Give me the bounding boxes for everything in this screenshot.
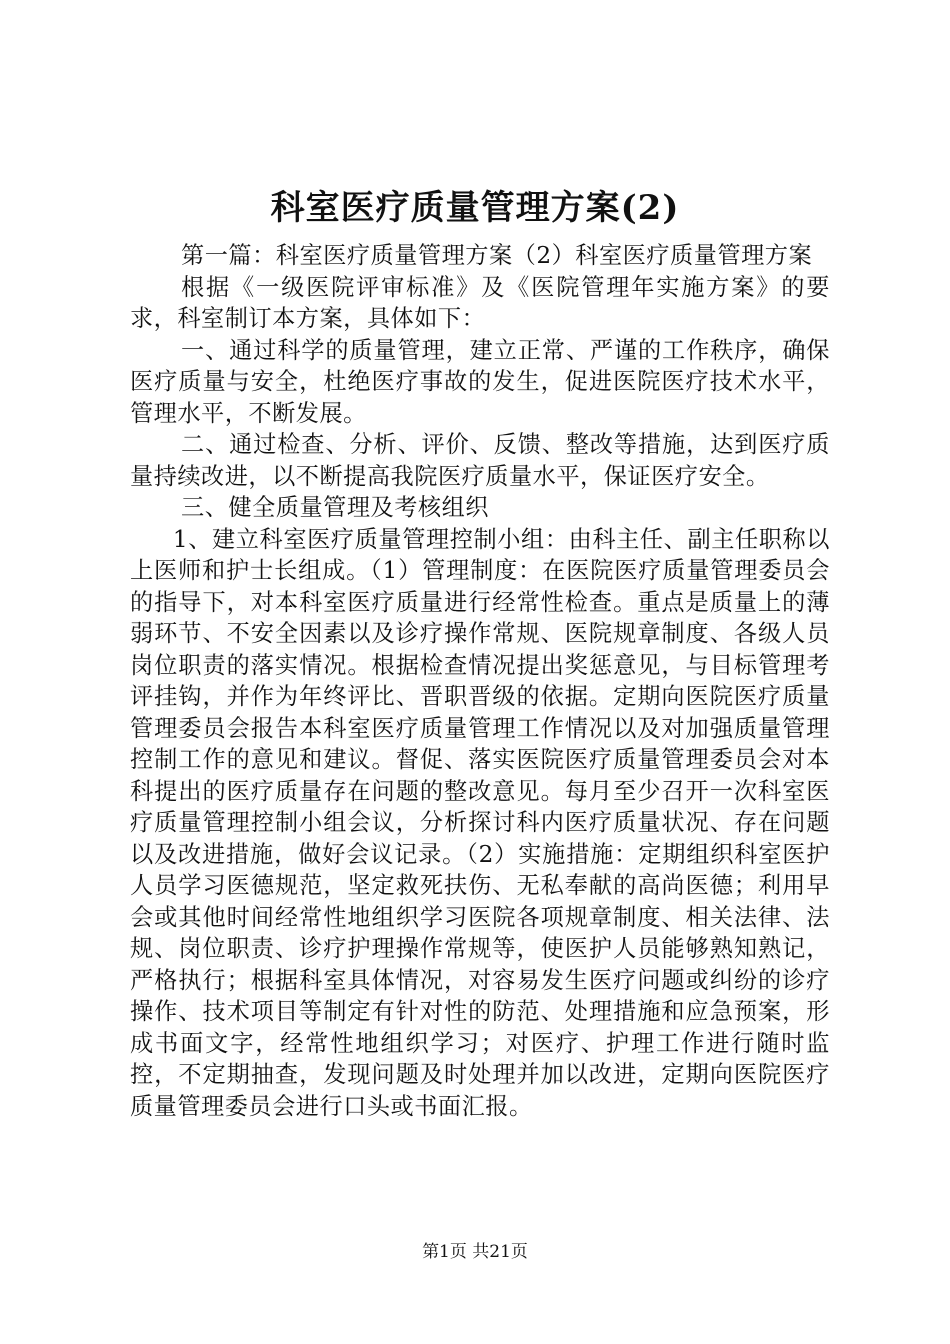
paragraph-control-group: 1、建立科室医疗质量管理控制小组：由科主任、副主任职称以上医师和护士长组成。（1）管理制度：在医院医疗质量管理委员会的指导下，对本科室医疗质量进行经常性检查。重点是质量上的薄弱环节、不安全因素以及诊疗操作常规、医院规章制度、各级人员岗位职责的落实情况。根据检查情况提出奖惩意见，与目标管理考评挂钩，并作为年终评比、晋职晋级的依据。定期向医院医疗质量管理委员会报告本科室医疗质量管理工作情况以及对加强质量管理控制工作的意见和建议。督促、落实医院医疗质量管理委员会对本科提出的医疗质量存在问题的整改意见。每月至少召开一次科室医疗质量管理控制小组会议，分析探讨科内医疗质量状况、存在问题以及改进措施，做好会议记录。（2）实施措施：定期组织科室医护人员学习医德规范，坚定救死扶伤、无私奉献的高尚医德；利用早会或其他时间经常性地组织学习医院各项规章制度、相关法律、法规、岗位职责、诊疗护理操作常规等，使医护人员能够熟知熟记，严格执行；根据科室具体情况，对容易发生医疗问题或纠纷的诊疗操作、技术项目等制定有针对性的防范、处理措施和应急预案，形成书面文字，经常性地组织学习；对医疗、护理工作进行随时监控，不定期抽查，发现问题及时处理并加以改进，定期向医院医疗质量管理委员会进行口头或书面汇报。 (130, 525, 830, 1120)
document-body (130, 240, 830, 1122)
document-title: 科室医疗质量管理方案(2) (270, 188, 680, 228)
page-number-footer: 第1页 共21页 (422, 1242, 528, 1262)
paragraph-point-3-heading: 三、健全质量管理及考核组织 (181, 494, 489, 521)
paragraph-intro: 第一篇：科室医疗质量管理方案（2）科室医疗质量管理方案 (181, 242, 813, 269)
paragraph-basis: 根据《一级医院评审标准》及《医院管理年实施方案》的要求，科室制订本方案，具体如下： (130, 273, 830, 332)
paragraph-point-1: 一、通过科学的质量管理，建立正常、严谨的工作秩序，确保医疗质量与安全，杜绝医疗事故的发生，促进医院医疗技术水平，管理水平，不断发展。 (130, 336, 830, 427)
paragraph-point-2: 二、通过检查、分析、评价、反馈、整改等措施，达到医疗质量持续改进，以不断提高我院医疗质量水平，保证医疗安全。 (130, 431, 830, 490)
